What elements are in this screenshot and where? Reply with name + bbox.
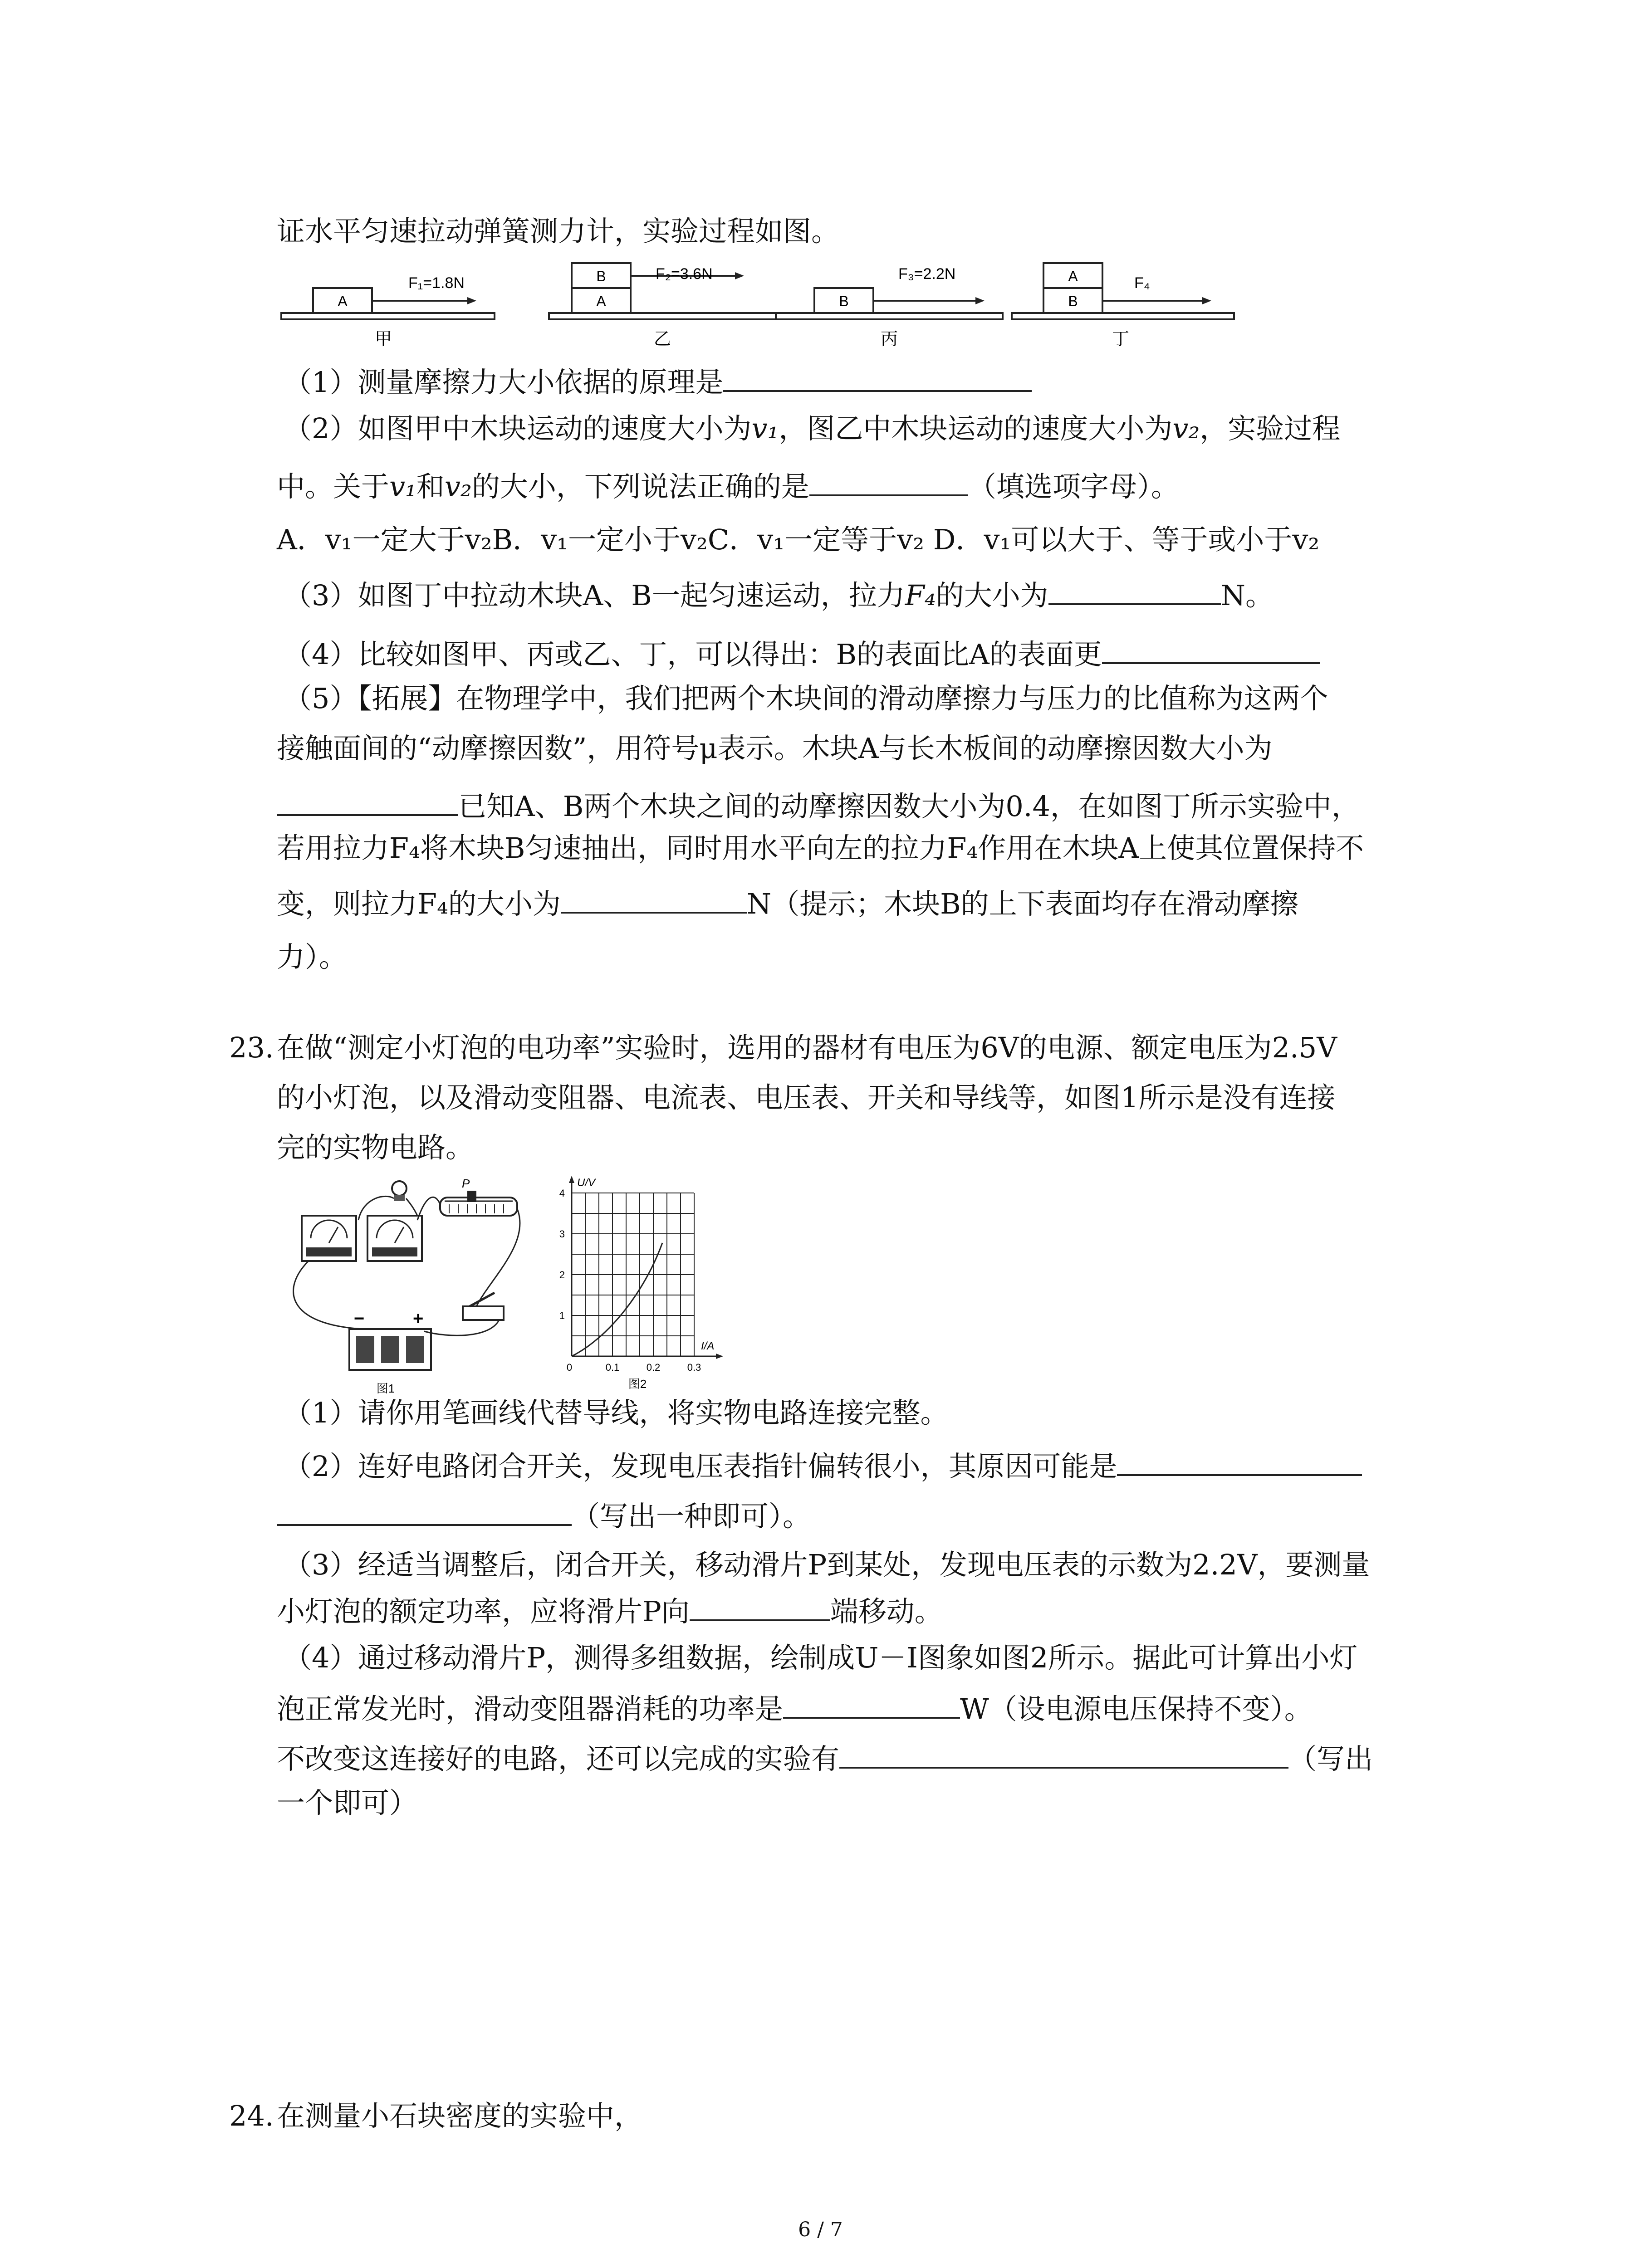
q22-part5-line2: 接触面间的“动摩擦因数”，用符号μ表示。木块A与长木板间的动摩擦因数大小为: [277, 732, 1273, 765]
minus-sign: −: [354, 1309, 365, 1329]
battery: [349, 1309, 431, 1370]
q22-part4: [284, 635, 1320, 673]
q23-part4-text: W（设电源电压保持不变）。: [960, 1692, 1313, 1725]
answer-blank[interactable]: [1102, 635, 1320, 664]
block-label: B: [839, 293, 849, 309]
q22-part5-text: 已知A、B两个木块之间的动摩擦因数大小为0.4，在如图丁所示实验中，: [458, 790, 1360, 823]
q23-part4-cont2: [277, 1740, 1373, 1777]
answer-blank[interactable]: [1048, 576, 1221, 605]
q23-part4-text: 泡正常发光时，滑动变阻器消耗的功率是: [277, 1692, 784, 1725]
v1-symbol: v₁: [389, 470, 416, 503]
q22-part5-line6: 力）。: [277, 940, 348, 973]
y-axis-label: U/V: [577, 1177, 596, 1189]
q24-number: 24.: [229, 2099, 274, 2132]
q22-part5-line1: （5）【拓展】在物理学中，我们把两个木块间的滑动摩擦力与压力的比值称为这两个: [284, 682, 1328, 715]
answer-blank[interactable]: [277, 787, 458, 816]
q22-part4-text: （4）比较如图甲、丙或乙、丁，可以得出：B的表面比A的表面更: [284, 638, 1102, 671]
f4-symbol: F₄: [905, 579, 936, 612]
panel-caption: 丙: [880, 330, 898, 349]
q22-part2-text: 的大小，下列说法正确的是: [471, 470, 809, 503]
x-tick: 0.1: [605, 1362, 620, 1373]
block-label: B: [1068, 293, 1078, 309]
ammeter: [302, 1216, 356, 1261]
y-tick: 4: [559, 1188, 565, 1199]
answer-blank[interactable]: [277, 1497, 572, 1526]
q22-part2-text: （填选项字母）。: [968, 470, 1179, 503]
page-number: 6 / 7: [798, 2218, 843, 2241]
force-label: F₃=2.2N: [898, 265, 956, 283]
block-label: A: [596, 293, 606, 309]
force-label: F₄: [1134, 274, 1150, 292]
q23-part3: （3）经适当调整后，闭合开关，移动滑片P到某处，发现电压表的示数为2.2V，要测量: [284, 1548, 1370, 1581]
circuit-figure: [277, 1175, 531, 1397]
q22-part3: [284, 576, 1274, 614]
answer-blank[interactable]: [1117, 1447, 1362, 1476]
panel-caption: 甲: [374, 330, 392, 349]
q22-part2-text: （2）如图甲中木块运动的速度大小为: [284, 412, 752, 445]
q22-part3-text: （3）如图丁中拉动木块A、B一起匀速运动，拉力: [284, 579, 905, 612]
q22-part2-text: ，图乙中木块运动的速度大小为: [779, 412, 1173, 445]
q22-part2-text: 中。关于: [277, 470, 390, 503]
x-tick: 0: [566, 1362, 573, 1373]
q23-part2-text: （写出一种即可）。: [572, 1500, 811, 1533]
intro-text: 证水平匀速拉动弹簧测力计，实验过程如图。: [277, 215, 840, 248]
q22-part1-text: （1）测量摩擦力大小依据的原理是: [284, 366, 724, 399]
q23-part4-cont: [277, 1690, 1313, 1727]
q22-part5-line4: 若用拉力F₄将木块B匀速抽出，同时用水平向左的拉力F₄作用在木块A上使其位置保持不: [277, 831, 1364, 865]
voltmeter: [367, 1216, 422, 1261]
force-label: F₂=3.6N: [656, 265, 713, 283]
panel-ding: [1012, 263, 1234, 349]
x-axis-label: I/A: [701, 1340, 715, 1352]
q23-part3-text: 端移动。: [830, 1595, 943, 1628]
q22-options: A．v₁一定大于v₂B．v₁一定小于v₂C．v₁一定等于v₂ D．v₁可以大于、等于或小于v₂: [277, 523, 1320, 556]
plus-sign: +: [413, 1309, 424, 1329]
q24-text: 在测量小石块密度的实验中，: [277, 2099, 643, 2132]
board: [281, 313, 495, 319]
q23-part4: （4）通过移动滑片P，测得多组数据，绘制成U－I图象如图2所示。据此可计算出小灯: [284, 1641, 1358, 1674]
q22-part5-text: 变，则拉力F₄的大小为: [277, 887, 561, 920]
x-tick: 0.2: [646, 1362, 661, 1373]
q22-part2-text: 和: [416, 470, 445, 503]
q23-part2-cont: [277, 1497, 811, 1535]
q23-number: 23.: [229, 1031, 274, 1064]
force-label: F₁=1.8N: [408, 274, 465, 292]
bulb: [392, 1181, 407, 1201]
y-tick: 1: [559, 1310, 565, 1321]
panel-jia: [281, 274, 495, 349]
q22-part3-text: 的大小为: [936, 579, 1048, 612]
q22-part3-text: N。: [1220, 579, 1274, 612]
y-tick: 2: [559, 1269, 565, 1281]
panel-bing: [776, 265, 1003, 349]
answer-blank[interactable]: [839, 1740, 1288, 1769]
ui-graph-figure: [544, 1175, 771, 1397]
q22-part2-cont: [277, 467, 1179, 505]
q23-part2-text: （2）连好电路闭合开关，发现电压表指针偏转很小，其原因可能是: [284, 1450, 1117, 1483]
q22-part5-line3: [277, 787, 1360, 825]
q22-part1: [284, 363, 1032, 401]
v2-symbol: v₂: [444, 470, 472, 503]
q23-part2: [284, 1447, 1362, 1485]
q23-part4-text: （写出: [1288, 1742, 1373, 1775]
v1-symbol: v₁: [751, 412, 779, 445]
figure1-caption: 图1: [376, 1382, 395, 1395]
block-label: B: [596, 268, 606, 284]
q22-part2-text: ，实验过程: [1200, 412, 1341, 445]
panel-yi: [549, 263, 776, 349]
answer-blank[interactable]: [561, 885, 747, 914]
switch: [463, 1293, 504, 1320]
slider-label: P: [462, 1177, 470, 1190]
answer-blank[interactable]: [783, 1690, 960, 1719]
friction-experiment-figure: [277, 261, 1248, 352]
q23-part1: （1）请你用笔画线代替导线，将实物电路连接完整。: [284, 1396, 949, 1429]
q23-line3: 完的实物电路。: [277, 1131, 474, 1164]
v2-symbol: v₂: [1172, 412, 1200, 445]
q22-part2: [284, 411, 1340, 447]
block-label: A: [1068, 268, 1078, 284]
answer-blank[interactable]: [690, 1592, 830, 1621]
y-tick: 3: [559, 1228, 565, 1240]
board: [549, 313, 776, 319]
panel-caption: 丁: [1112, 330, 1130, 349]
q22-part5-text: N（提示；木块B的上下表面均存在滑动摩擦: [746, 887, 1298, 920]
figure2-caption: 图2: [628, 1377, 647, 1391]
q23-part4-cont3: 一个即可）: [277, 1786, 418, 1819]
q23-part3-text: 小灯泡的额定功率，应将滑片P向: [277, 1595, 690, 1628]
block-label: A: [338, 293, 348, 309]
board: [776, 313, 1003, 319]
q23-line1: 在做“测定小灯泡的电功率”实验时，选用的器材有电压为6V的电源、额定电压为2.5V: [277, 1031, 1337, 1064]
x-tick: 0.3: [687, 1362, 701, 1373]
rheostat: [440, 1177, 517, 1216]
answer-blank[interactable]: [809, 467, 968, 496]
grid: [572, 1193, 694, 1356]
answer-blank[interactable]: [723, 363, 1032, 392]
q22-part5-line5: [277, 885, 1298, 922]
board: [1012, 313, 1234, 319]
q23-line2: 的小灯泡，以及滑动变阻器、电流表、电压表、开关和导线等，如图1所示是没有连接: [277, 1081, 1336, 1114]
panel-caption: 乙: [653, 330, 671, 349]
q23-part4-text: 不改变这连接好的电路，还可以完成的实验有: [277, 1742, 840, 1775]
q23-part3-cont: [277, 1592, 943, 1630]
